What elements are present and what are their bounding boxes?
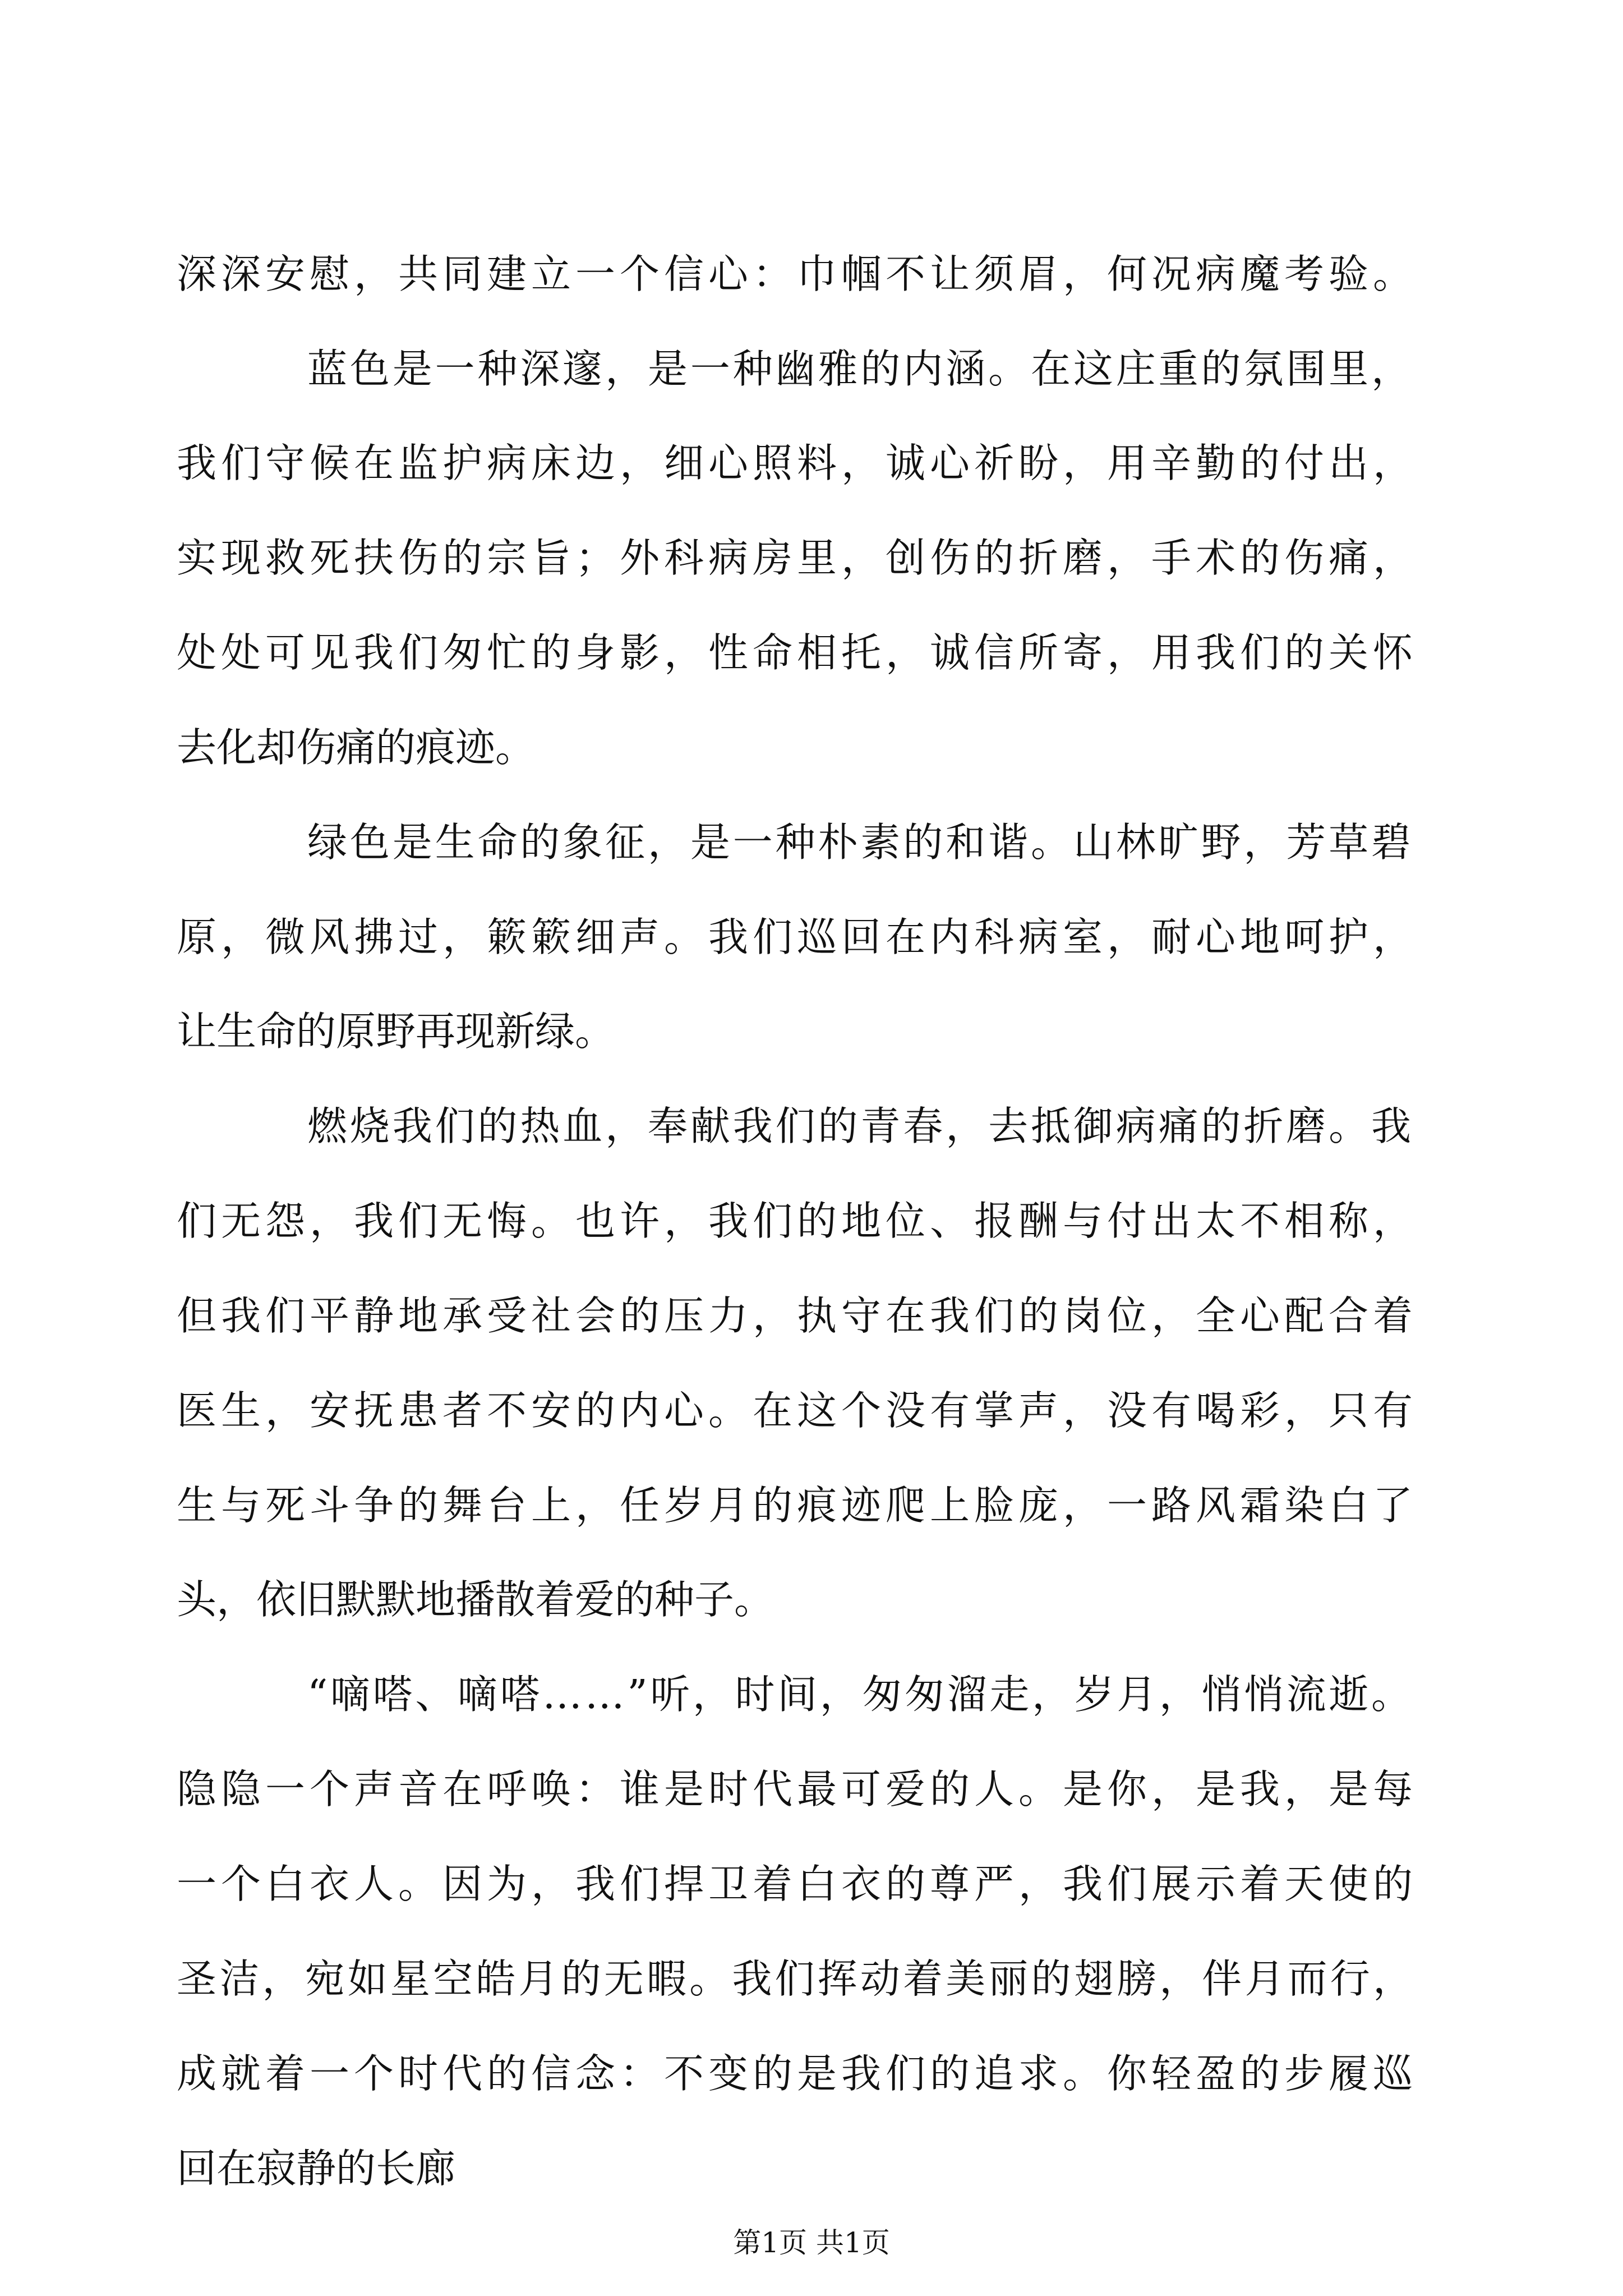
page-footer: 第1页 共1页 bbox=[733, 2226, 890, 2259]
paragraph-first-line: “嘀嗒、嘀嗒……”听，时间，匆匆溜走，岁月，悄悄流逝。 bbox=[307, 1671, 1414, 1718]
paragraph-first-line: 绿色是生命的象征，是一种朴素的和谐。山林旷野，芳草碧 bbox=[307, 819, 1414, 866]
text-line: 圣洁，宛如星空皓月的无暇。我们挥动着美丽的翅膀，伴月而行， bbox=[177, 1955, 1416, 2002]
text-line: 我们守候在监护病床边，细心照料，诚心祈盼，用辛勤的付出， bbox=[177, 440, 1417, 486]
text-line: 们无怨，我们无悔。也许，我们的地位、报酬与付出太不相称， bbox=[177, 1198, 1417, 1244]
text-line: 回在寂静的长廊 bbox=[177, 2145, 456, 2192]
paragraph-first-line: 蓝色是一种深邃，是一种幽雅的内涵。在这庄重的氛围里， bbox=[307, 346, 1414, 392]
text-line: 成就着一个时代的信念：不变的是我们的追求。你轻盈的步履巡 bbox=[177, 2050, 1417, 2097]
text-line: 医生，安抚患者不安的内心。在这个没有掌声，没有喝彩，只有 bbox=[177, 1387, 1417, 1434]
text-line: 实现救死扶伤的宗旨；外科病房里，创伤的折磨，手术的伤痛， bbox=[177, 535, 1417, 581]
text-line: 处处可见我们匆忙的身影，性命相托，诚信所寄，用我们的关怀 bbox=[177, 629, 1417, 676]
text-line: 原，微风拂过，簌簌细声。我们巡回在内科病室，耐心地呵护， bbox=[177, 914, 1417, 960]
text-line: 隐隐一个声音在呼唤：谁是时代最可爱的人。是你，是我，是每 bbox=[177, 1766, 1417, 1812]
text-line: 头，依旧默默地播散着爱的种子。 bbox=[177, 1576, 774, 1623]
text-line: 但我们平静地承受社会的压力，执守在我们的岗位，全心配合着 bbox=[177, 1292, 1417, 1339]
text-line: 一个白衣人。因为，我们捍卫着白衣的尊严，我们展示着天使的 bbox=[177, 1861, 1417, 1907]
text-line: 深深安慰，共同建立一个信心：巾帼不让须眉，何况病魔考验。 bbox=[177, 251, 1417, 297]
text-line: 生与死斗争的舞台上，任岁月的痕迹爬上脸庞，一路风霜染白了 bbox=[177, 1482, 1417, 1529]
text-line: 让生命的原野再现新绿。 bbox=[177, 1008, 615, 1055]
text-line: 去化却伤痛的痕迹。 bbox=[177, 724, 536, 771]
paragraph-first-line: 燃烧我们的热血，奉献我们的青春，去抵御病痛的折磨。我 bbox=[307, 1103, 1414, 1149]
